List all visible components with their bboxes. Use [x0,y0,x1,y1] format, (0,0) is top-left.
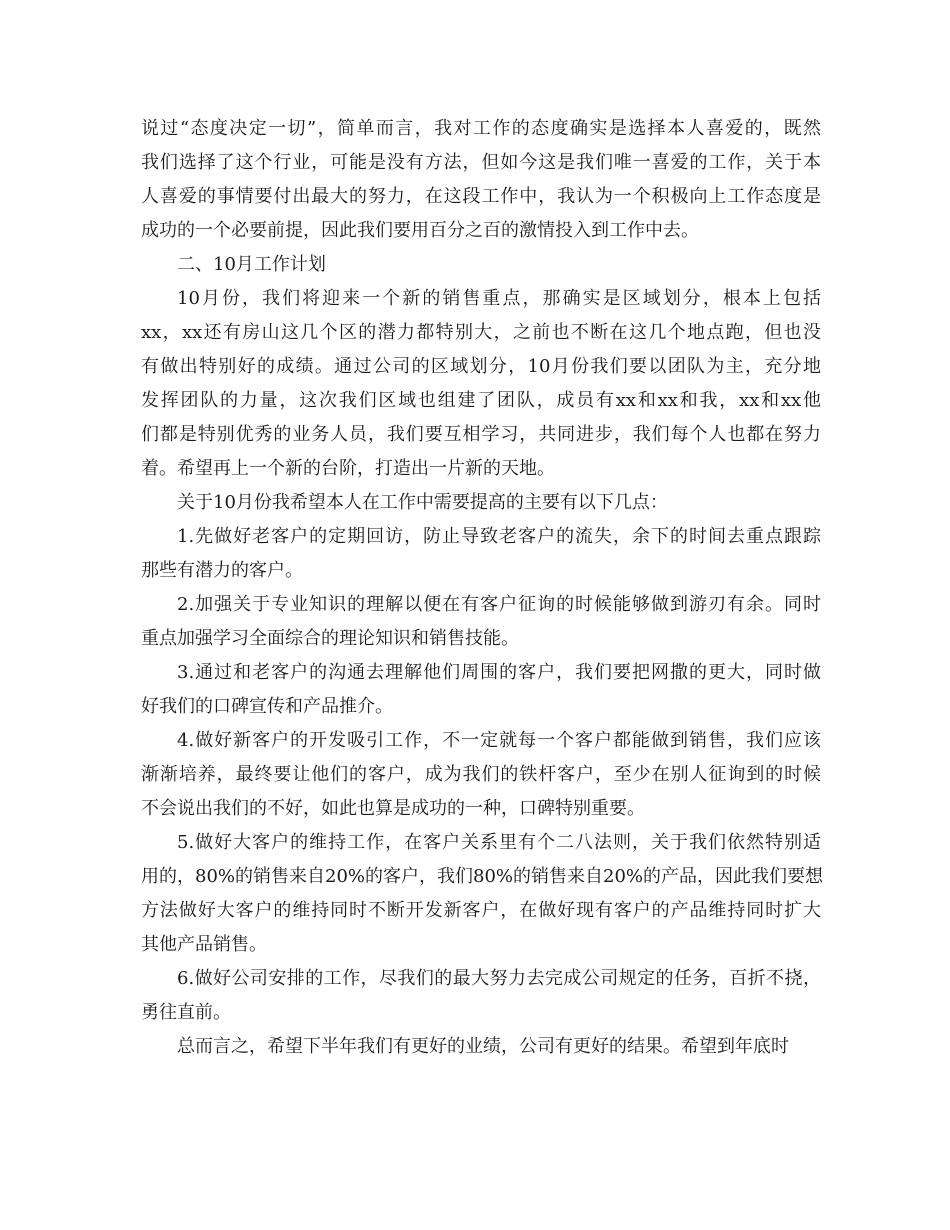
text-line: xx，xx还有房山这几个区的潜力都特别大，之前也不断在这几个地点跑，但也没 [141,322,821,343]
text-line: 发挥团队的力量，这次我们区域也组建了团队，成员有xx和xx和我，xx和xx他 [141,390,821,411]
text-line: 人喜爱的事情要付出最大的努力，在这段工作中，我认为一个积极向上工作态度是 [141,186,821,207]
document-body [141,112,824,1064]
text-line: 用的，80%的销售来自20%的客户，我们80%的销售来自20%的产品，因此我们要想 [141,866,824,887]
text-line: 好我们的口碑宣传和产品推介。 [141,696,393,717]
text-line: 那些有潜力的客户。 [141,560,303,581]
text-line: 不会说出我们的不好，如此也算是成功的一种，口碑特别重要。 [141,798,645,819]
text-line: 方法做好大客户的维持同时不断开发新客户，在做好现有客户的产品维持同时扩大 [141,900,821,921]
text-line: 成功的一个必要前提，因此我们要用百分之百的激情投入到工作中去。 [141,220,699,241]
text-line: 3.通过和老客户的沟通去理解他们周围的客户，我们要把网撒的更大，同时做 [177,662,821,683]
text-line: 10月份，我们将迎来一个新的销售重点，那确实是区域划分，根本上包括 [177,288,821,309]
text-line: 6.做好公司安排的工作，尽我们的最大努力去完成公司规定的任务，百折不挠， [177,968,821,989]
text-line: 有做出特别好的成绩。通过公司的区域划分，10月份我们要以团队为主，充分地 [141,356,821,377]
text-line: 关于10月份我希望本人在工作中需要提高的主要有以下几点： [177,492,668,513]
text-line: 二、10月工作计划 [177,254,326,275]
text-line: 4.做好新客户的开发吸引工作，不一定就每一个客户都能做到销售，我们应该 [177,730,821,751]
text-line: 渐渐培养，最终要让他们的客户，成为我们的铁杆客户，至少在别人征询到的时候 [141,764,821,785]
text-line: 总而言之，希望下半年我们有更好的业绩，公司有更好的结果。希望到年底时 [177,1036,789,1057]
text-line: 说过“态度决定一切”，简单而言，我对工作的态度确实是选择本人喜爱的，既然 [141,118,821,139]
text-line: 1.先做好老客户的定期回访，防止导致老客户的流失，余下的时间去重点跟踪 [177,526,821,547]
text-line: 重点加强学习全面综合的理论知识和销售技能。 [141,628,519,649]
text-line: 2.加强关于专业知识的理解以便在有客户征询的时候能够做到游刃有余。同时 [177,594,821,615]
text-line: 着。希望再上一个新的台阶，打造出一片新的天地。 [141,458,555,479]
text-line: 勇往直前。 [141,1002,231,1023]
text-line: 我们选择了这个行业，可能是没有方法，但如今这是我们唯一喜爱的工作，关于本 [141,152,821,173]
text-line: 5.做好大客户的维持工作，在客户关系里有个二八法则，关于我们依然特别适 [177,832,821,853]
text-line: 其他产品销售。 [141,934,267,955]
text-line: 们都是特别优秀的业务人员，我们要互相学习，共同进步，我们每个人也都在努力 [141,424,821,445]
